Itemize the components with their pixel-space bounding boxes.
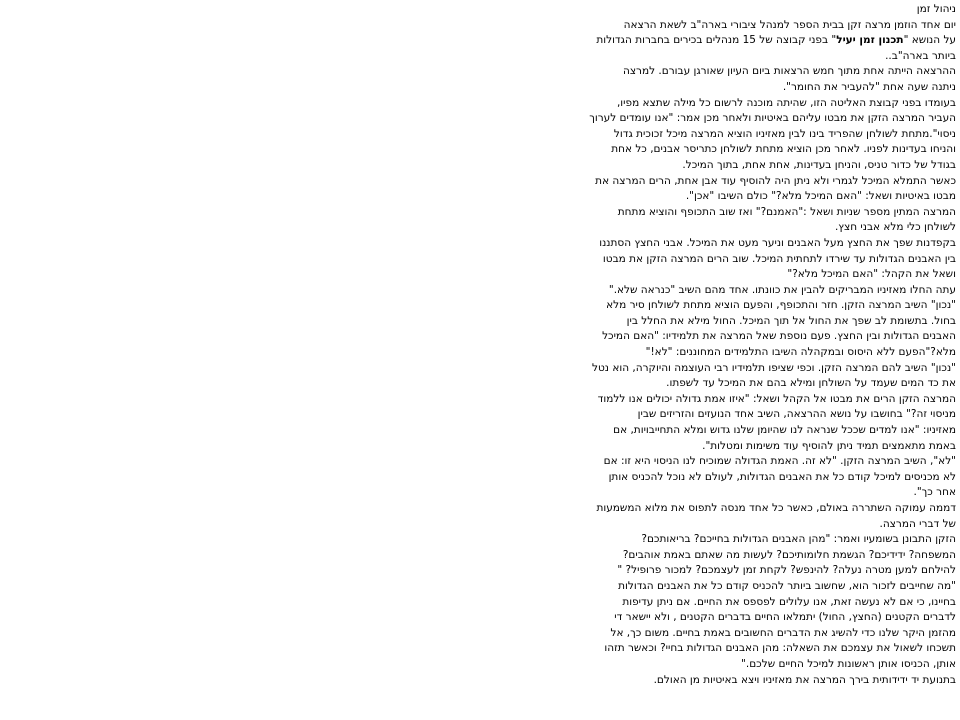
- text-line: יום אחד הוזמן מרצה זקן בבית הספר למנהל ציבורי בארה"ב לשאת הרצאה: [623, 18, 956, 31]
- text-line: בחול. בתשומת לב שפך את החול אל תוך המיכל. החול מילא את החלל בין: [626, 314, 956, 327]
- text-line: ניתנה שעה אחת "להעביר את החומר".: [782, 80, 956, 93]
- text-line: לדברים הקטנים (החצץ, החול) יתמלאו החיים בדברים הקטנים , ולא יישאר די: [614, 611, 956, 624]
- text-line: מהזמן היקר שלנו כדי להשיג את הדברים החשובים באמת בחיים. משום כך, אל: [610, 626, 956, 639]
- text-line: אותן, הכניסו אותן ראשונות למיכל החיים שלכם.": [741, 657, 956, 670]
- text-line: ושאל את הקהל: "האם המיכל מלא?": [787, 268, 956, 281]
- text-line: בגודל של כדור טניס, והניחן בעדינות, אחת אחת, בתוך המיכל.: [682, 158, 956, 171]
- text-line: להילחם למען מטרה נעלה? להינפש? לקחת זמן לעצמכם? למכור פרופיל? ": [617, 564, 956, 577]
- text-line: הזקן התבונן בשומעיו ואמר: "מהן האבנים הגדולות בחייכם? בריאותכם?: [641, 533, 956, 546]
- text-line: כאשר התמלא המיכל לגמרי ולא ניתן היה להוסיף עוד אבן אחת, הרים המרצה את: [595, 174, 956, 187]
- document-body: [528, 2, 956, 688]
- text-line: מלא?"הפעם ללא היסוס ובמקהלה השיבו התלמידים המחוננים: "לא!": [645, 346, 956, 359]
- text-line: "נכון" השיב להם המרצה הזקן. וכפי שציפו תלמידיו רבי העוצמה והיוקרה, הוא נטל: [592, 361, 956, 374]
- text-line: העביר המרצה הזקן את מבטו עליהם באיטיות ולאחר מכן אמר: "אנו עומדים לערוך: [589, 112, 956, 125]
- text-line: מבטו באיטיות ושאל: "האם המיכל מלא?" כולם השיבו "אכן".: [685, 190, 956, 203]
- text-line: באמת מתאמצים תמיד ניתן להוסיף עוד משימות ומטלות".: [702, 439, 956, 452]
- text-line: בעומדו בפני קבוצת האליטה הזו, שהיתה מוכנה לרשום כל מילה שתצא מפיו,: [616, 96, 956, 109]
- text-line: בין האבנים הגדולות עד שירדו לתחתית המיכל. שוב הרים המרצה הזקן את מבטו: [602, 252, 956, 265]
- text-line: לשולחן כלי מלא אבני חצץ.: [834, 221, 956, 234]
- text-line: של דברי המרצה.: [879, 517, 956, 530]
- text-line: "נכון" השיב המרצה הזקן. חזר והתכופף, והפעם הוציא מתחת לשולחן סיר מלא: [606, 299, 956, 312]
- text-line: "לא", השיב המרצה הזקן. "לא זה. האמת הגדולה שמוכיח לנו הניסוי היא זו: אם: [603, 455, 956, 468]
- text-line: תשכחו לשאול את עצמכם את השאלה: מהן האבנים הגדולות בחיי? וכאשר תזהו: [604, 642, 956, 655]
- text-lines: [528, 18, 956, 689]
- text-line: האבנים הגדולות ובין החצץ. פעם נוספת שאל המרצה את תלמידיו: "האם המיכל: [602, 330, 956, 343]
- text-line: ההרצאה הייתה אחת מתוך חמש הרצאות ביום העיון שאורגן עבורם. למרצה: [622, 65, 956, 78]
- text-line: עתה החלו מאזיניו המבריקים להבין את כוונתו. אחד מהם השיב "כנראה שלא.": [608, 283, 956, 296]
- text-line: המרצה הזקן הרים את מבטו אל הקהל ושאל: "איזו אמת גדולה יכולים אנו ללמוד: [597, 392, 956, 405]
- bold-topic: תכנון זמן יעיל: [836, 34, 904, 47]
- text-line: המרצה המתין מספר שניות ושאל :"האמנם?" ואז שוב התכופף והוציא מתחת: [617, 205, 956, 218]
- text-line: אחר כך".: [913, 486, 956, 499]
- text-line: לא מכניסים למיכל קודם כל את האבנים הגדולות, לעולם לא נוכל להכניס אותן: [608, 470, 956, 483]
- text-line: והניחו בעדינות לפניו. לאחר מכן הוציא מתחת לשולחן כתריסר אבנים, כל אחת: [611, 143, 956, 156]
- text-line: ניסוי".מתחת לשולחן שהפריד בינו לבין מאזיניו הוציא המרצה מיכל זכוכית גדול: [613, 127, 956, 140]
- text-line: מאזיניו: "אנו למדים שככל שנראה לנו שהיומן שלנו גדוש ומלא התחייבויות, אם: [613, 424, 956, 437]
- document-title: ניהול זמן: [916, 3, 956, 15]
- text-line: המשפחה? ידידיכם? הגשמת חלומותיכם? לעשות מה שאתם באמת אוהבים?: [622, 548, 956, 561]
- text-line: "מה שחייבים לזכור הוא, שחשוב ביותר להכניס קודם כל את האבנים הגדולות: [618, 579, 956, 592]
- text-line: את כד המים שעמד על השולחן ומילא בהם את המיכל עד לשפתו.: [666, 377, 956, 390]
- text-line: בחיינו, כי אם לא נעשה זאת, אנו עלולים לפספס את החיים. אם ניתן עדיפות: [622, 595, 956, 608]
- text-line: בקפדנות שפך את החצץ מעל האבנים וניער מעט את המיכל. אבני החצץ הסתננו: [599, 236, 956, 249]
- text-line: דממה עמוקה השתררה באולם, כאשר כל אחד מנסה לתפוס את מלוא המשמעות: [596, 502, 956, 514]
- text-line: בתנועת יד ידידותית בירך המרצה את מאזיניו ויצא באיטיות מן האולם.: [653, 673, 956, 686]
- text-line: מניסוי זה?" בחושבו על נושא ההרצאה, השיב אחד הנועזים והזריזים שבין: [637, 408, 956, 421]
- text-line: ביותר בארה"ב..: [885, 49, 956, 62]
- text-line: על הנושא "תכנון זמן יעיל" בפני קבוצה של 15 מנהלים בכירים בחברות הגדולות: [596, 34, 956, 47]
